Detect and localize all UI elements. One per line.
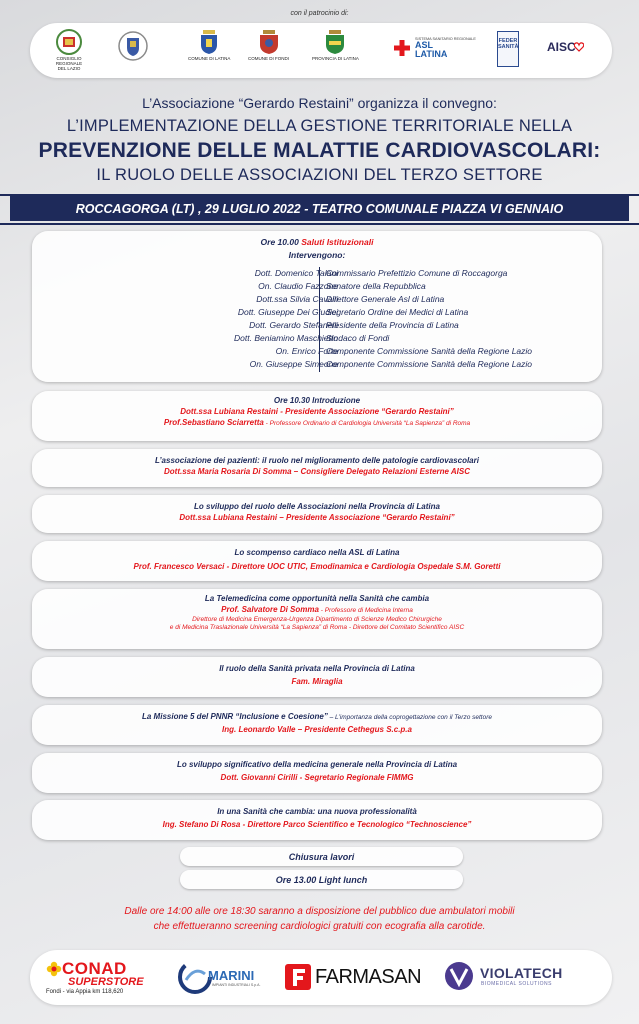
talk-speaker: Dott.ssa Lubiana Restaini – Presidente Associazione “Gerardo Restaini” <box>179 512 455 522</box>
provincia-emblem-logo <box>118 29 148 63</box>
consiglio-regionale-emblem-icon <box>56 29 82 55</box>
violatech-v-icon <box>444 961 474 991</box>
speaker-row: On. Claudio Fazzone Senatore della Repubblica <box>258 281 426 291</box>
talk-heading: In una Sanità che cambia: una nuova professionalità <box>217 807 417 816</box>
talk-speaker: Prof. Francesco Versaci - Direttore UOC UTIC, Emodinamica e Cardiologia Ospedale S.M. Goretti <box>133 561 501 571</box>
talk-heading: L’associazione dei pazienti: il ruolo nel miglioramento delle patologie cardiovascolari <box>155 456 479 465</box>
talk-heading: Ore 10.30 Introduzione <box>273 396 361 405</box>
latina-crest-icon <box>199 29 219 55</box>
title-line-3: IL RUOLO DELLE ASSOCIAZIONI DEL TERZO SETTORE <box>96 166 543 184</box>
farmasan-f-icon <box>285 964 311 990</box>
talk-heading: La Telemedicina come opportunità nella Sanità che cambia <box>204 594 430 603</box>
session-time: Ore 10.00 <box>260 237 299 247</box>
talk-card-professionalita <box>32 800 602 840</box>
talk-heading: Lo sviluppo del ruolo delle Associazioni nella Provincia di Latina <box>194 502 440 511</box>
speaker-row: On. Giuseppe Simeone Componente Commissione Sanità della Regione Lazio <box>249 359 533 369</box>
talk-speaker: Fam. Miraglia <box>291 676 343 686</box>
saluti-istituzionali-card <box>32 231 602 382</box>
marini-swirl-icon <box>178 960 212 994</box>
talk-speaker: Ing. Leonardo Valle – Presidente Cethegus S.c.p.a <box>222 724 412 734</box>
comune-fondi-logo: COMUNE DI FONDI <box>248 29 289 62</box>
talk-heading: Lo sviluppo significativo della medicina generale nella Provincia di Latina <box>176 760 458 769</box>
aisc-heart-icon <box>574 42 584 52</box>
title-line-2: PREVENZIONE DELLE MALATTIE CARDIOVASCOLARI: <box>38 139 601 162</box>
title-line-1: L’IMPLEMENTAZIONE DELLA GESTIONE TERRITORIALE NELLA <box>66 117 573 135</box>
talk-speaker-detail: e di Medicina Traslazionale Università “La Sapienza” di Roma - Direttore del Comitato Scientifico AISC <box>169 624 465 632</box>
aisc-logo: AISC <box>547 40 584 54</box>
speaker-row: On. Enrico Forte Componente Commissione Sanità della Regione Lazio <box>275 346 533 356</box>
talk-card-scompenso <box>32 541 602 581</box>
patron-logo-bar <box>30 23 612 78</box>
session-title: Saluti Istituzionali <box>301 237 374 247</box>
patrocinio-label: con il patrocinio di: <box>290 10 349 17</box>
talk-speaker: Dott. Giovanni Cirilli - Segretario Regionale FIMMG <box>220 772 414 782</box>
talk-speaker-role: - Professore di Medicina Interna <box>318 606 413 614</box>
talk-speaker: Dott.ssa Maria Rosaria Di Somma – Consigliere Delegato Relazioni Esterne AISC <box>163 466 470 476</box>
speaker-row: Dott. Beniamino Maschietto Sindaco di Fondi <box>234 333 390 343</box>
provincia-crest-icon <box>324 29 346 55</box>
talk-heading: Lo scompenso cardiaco nella ASL di Latina <box>234 548 400 557</box>
talk-card-medicina-generale <box>32 753 602 793</box>
federsanita-logo: FEDER SANITÀ <box>497 31 519 67</box>
speaker-row: Dott. Domenico Talani Commissario Prefettizio Comune di Roccagorga <box>254 268 508 278</box>
farmasan-logo: FARMASAN <box>285 964 421 990</box>
crest-icon <box>118 29 148 63</box>
talk-speaker: Ing. Stefano Di Rosa - Direttore Parco Scientifico e Tecnologico “Technoscience” <box>162 819 472 829</box>
introduzione-card <box>32 391 602 441</box>
chiusura-lavori: Chiusura lavori <box>180 847 463 866</box>
band-rule-bottom <box>0 223 639 225</box>
talk-speaker-detail: Direttore di Medicina Emergenza-Urgenza Dipartimento di Scienze Medico Chirurgiche <box>192 615 442 623</box>
talk-heading-sub: – L’importanza della coprogettazione con il Terzo settore <box>327 714 492 721</box>
talk-speaker-role: - Professore Ordinario di Cardiologia Università “La Sapienza” di Roma <box>263 419 471 427</box>
speaker-row: Dott. Gerardo Stefanelli Presidente della Provincia di Latina <box>249 320 459 330</box>
talk-speaker-name: Prof.Sebastiano Sciarretta <box>163 417 264 427</box>
talk-card-telemedicina <box>32 589 602 649</box>
provincia-latina-logo: PROVINCIA DI LATINA <box>312 29 359 62</box>
comune-latina-logo: COMUNE DI LATINA <box>188 29 230 62</box>
screening-note: Dalle ore 14:00 alle ore 18:30 saranno a disposizione del pubblico due ambulatori mobili che effettueranno screening cardiologici gratuiti con ecografia alla carotide. <box>124 906 515 932</box>
marini-logo: MARINI IMPIANTI INDUSTRIALI S.p.A. <box>178 960 260 994</box>
intro-line: L’Associazione “Gerardo Restaini” organizza il convegno: <box>142 95 497 111</box>
talk-heading: Il ruolo della Sanità privata nella Provincia di Latina <box>219 664 415 673</box>
red-cross-icon <box>394 40 410 56</box>
talk-heading: La Missione 5 del PNNR “Inclusione e Coesione” <box>142 712 328 721</box>
sponsor-bar <box>30 950 612 1005</box>
asl-latina-logo: SISTEMA SANITARIO REGIONALE ASL LATINA <box>394 37 476 59</box>
talk-card-sviluppo-associazioni <box>32 495 602 533</box>
talk-speaker: Dott.ssa Lubiana Restaini - Presidente Associazione “Gerardo Restaini” <box>180 406 454 416</box>
conad-logo: CONAD SUPERSTORE Fondi - via Appia km 118,620 <box>46 959 144 995</box>
speaker-row: Dott.ssa Silvia Cavalli Direttore Generale Asl di Latina <box>256 294 445 304</box>
date-venue-band: ROCCAGORGA (LT) , 29 LUGLIO 2022 - TEATRO COMUNALE PIAZZA VI GENNAIO <box>10 196 629 221</box>
talk-card-pazienti <box>32 449 602 487</box>
talk-speaker-name: Prof. Salvatore Di Somma <box>221 604 319 614</box>
light-lunch: Ore 13.00 Light lunch <box>180 870 463 889</box>
intervengono-label: Intervengono: <box>288 250 346 261</box>
talk-card-sanita-privata <box>32 657 602 697</box>
talk-card-pnnr <box>32 705 602 745</box>
speaker-row: Dott. Giuseppe Dei Giudici Segretario Ordine dei Medici di Latina <box>237 307 469 317</box>
fondi-crest-icon <box>258 29 280 55</box>
consiglio-regionale-lazio-logo: CONSIGLIO REGIONALE DEL LAZIO <box>52 29 86 72</box>
violatech-logo: VIOLATECH BIOMEDICAL SOLUTIONS <box>444 961 563 991</box>
conad-flower-icon <box>46 961 62 977</box>
